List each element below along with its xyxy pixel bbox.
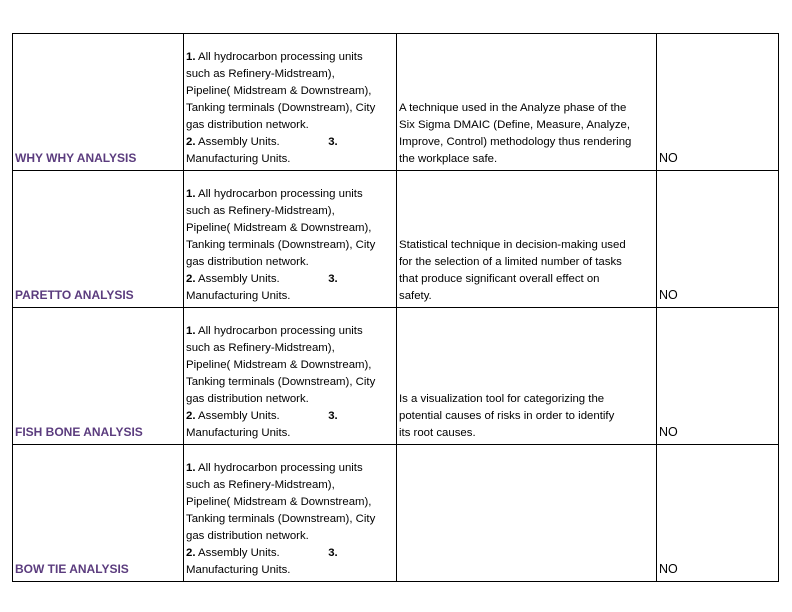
scope-text: All hydrocarbon processing units bbox=[198, 462, 363, 474]
table-row bbox=[13, 171, 779, 308]
description-text: Is a visualization tool for categorizing the bbox=[399, 393, 605, 405]
answer-cell bbox=[657, 34, 779, 171]
table-row bbox=[13, 34, 779, 171]
scope-text: Pipeline( Midstream & Downstream), bbox=[186, 496, 372, 508]
description-cell bbox=[397, 171, 657, 308]
scope-item-number: 3. bbox=[328, 410, 338, 422]
scope-item-number: 1. bbox=[186, 325, 196, 337]
analysis-name-cell bbox=[13, 171, 184, 308]
scope-text: Tanking terminals (Downstream), City bbox=[186, 376, 376, 388]
scope-item-number: 2. bbox=[186, 136, 196, 148]
description-cell bbox=[397, 308, 657, 445]
answer-cell bbox=[657, 308, 779, 445]
scope-item-number: 2. bbox=[186, 547, 196, 559]
analysis-table bbox=[12, 33, 779, 582]
description-text: Six Sigma DMAIC (Define, Measure, Analyze, bbox=[399, 119, 631, 131]
scope-text: Assembly Units. bbox=[198, 410, 280, 422]
scope-text: Assembly Units. bbox=[198, 547, 280, 559]
scope-text: Manufacturing Units. bbox=[186, 290, 291, 302]
description-text: Improve, Control) methodology thus rendering bbox=[399, 136, 632, 148]
scope-cell bbox=[184, 171, 397, 308]
analysis-name-cell bbox=[13, 308, 184, 445]
answer-value: NO bbox=[659, 151, 678, 165]
table-row bbox=[13, 308, 779, 445]
scope-text: Manufacturing Units. bbox=[186, 153, 291, 165]
scope-text: All hydrocarbon processing units bbox=[198, 51, 363, 63]
scope-cell bbox=[184, 308, 397, 445]
scope-text: such as Refinery-Midstream), bbox=[186, 342, 335, 354]
description-cell bbox=[397, 34, 657, 171]
scope-item-number: 1. bbox=[186, 188, 196, 200]
scope-item-number: 1. bbox=[186, 51, 196, 63]
description-text: Statistical technique in decision-making used bbox=[399, 239, 626, 251]
description-text: safety. bbox=[399, 290, 432, 302]
scope-text: All hydrocarbon processing units bbox=[198, 188, 363, 200]
analysis-name: FISH BONE ANALYSIS bbox=[15, 425, 143, 439]
scope-item-number: 1. bbox=[186, 462, 196, 474]
scope-text: Tanking terminals (Downstream), City bbox=[186, 102, 376, 114]
description-text: that produce significant overall effect on bbox=[399, 273, 600, 285]
analysis-name: WHY WHY ANALYSIS bbox=[15, 151, 137, 165]
scope-text: Tanking terminals (Downstream), City bbox=[186, 239, 376, 251]
scope-text: Pipeline( Midstream & Downstream), bbox=[186, 359, 372, 371]
description-text: A technique used in the Analyze phase of the bbox=[399, 102, 627, 114]
table-row bbox=[13, 445, 779, 582]
analysis-name-cell bbox=[13, 445, 184, 582]
scope-cell bbox=[184, 34, 397, 171]
scope-text: Assembly Units. bbox=[198, 273, 280, 285]
scope-text: gas distribution network. bbox=[186, 256, 309, 268]
scope-text: Pipeline( Midstream & Downstream), bbox=[186, 85, 372, 97]
analysis-name-cell bbox=[13, 34, 184, 171]
analysis-name: PARETTO ANALYSIS bbox=[15, 288, 134, 302]
scope-text: such as Refinery-Midstream), bbox=[186, 205, 335, 217]
scope-text: such as Refinery-Midstream), bbox=[186, 479, 335, 491]
answer-cell bbox=[657, 171, 779, 308]
analysis-name: BOW TIE ANALYSIS bbox=[15, 562, 129, 576]
scope-cell bbox=[184, 445, 397, 582]
description-text: for the selection of a limited number of tasks bbox=[399, 256, 622, 268]
scope-text: such as Refinery-Midstream), bbox=[186, 68, 335, 80]
scope-text: Assembly Units. bbox=[198, 136, 280, 148]
description-text: its root causes. bbox=[399, 427, 476, 439]
answer-value: NO bbox=[659, 288, 678, 302]
scope-item-number: 2. bbox=[186, 410, 196, 422]
scope-text: gas distribution network. bbox=[186, 393, 309, 405]
answer-value: NO bbox=[659, 562, 678, 576]
scope-text: All hydrocarbon processing units bbox=[198, 325, 363, 337]
scope-text: Manufacturing Units. bbox=[186, 427, 291, 439]
scope-text: Manufacturing Units. bbox=[186, 564, 291, 576]
description-cell bbox=[397, 445, 657, 582]
answer-value: NO bbox=[659, 425, 678, 439]
scope-text: Pipeline( Midstream & Downstream), bbox=[186, 222, 372, 234]
description-text: potential causes of risks in order to identify bbox=[399, 410, 615, 422]
scope-item-number: 3. bbox=[328, 273, 338, 285]
scope-text: gas distribution network. bbox=[186, 530, 309, 542]
description-text: the workplace safe. bbox=[399, 153, 498, 165]
scope-text: Tanking terminals (Downstream), City bbox=[186, 513, 376, 525]
scope-item-number: 2. bbox=[186, 273, 196, 285]
scope-item-number: 3. bbox=[328, 136, 338, 148]
answer-cell bbox=[657, 445, 779, 582]
scope-item-number: 3. bbox=[328, 547, 338, 559]
scope-text: gas distribution network. bbox=[186, 119, 309, 131]
